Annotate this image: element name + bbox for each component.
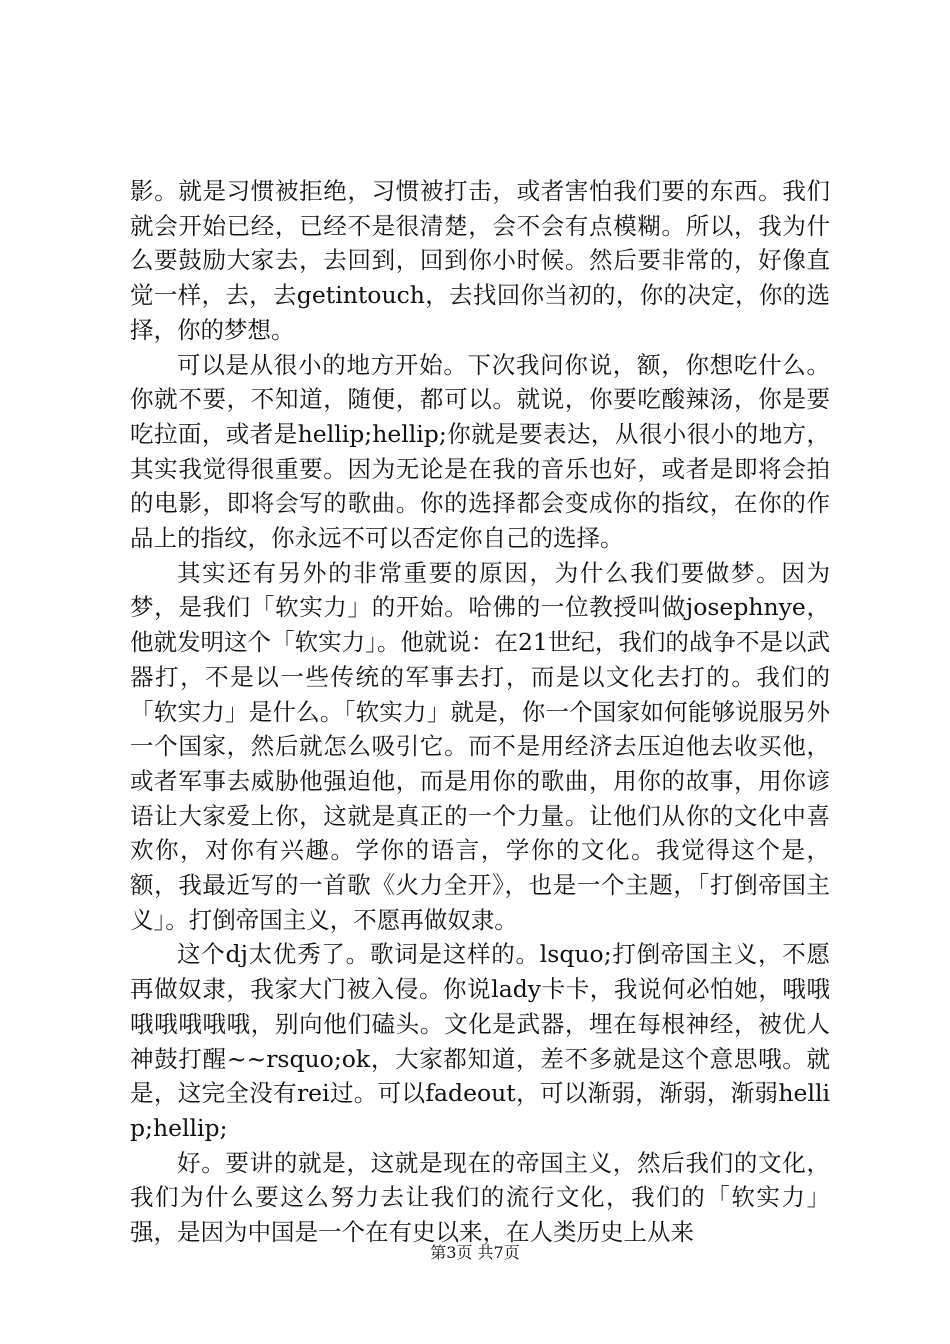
paragraph-3: 其实还有另外的非常重要的原因，为什么我们要做梦。因为梦，是我们「软实力」的开始。哈佛的一位教授叫做josephnye，他就发明这个「软实力」。他就说：在21世纪，我们的战争不是以武器打，不是以一些传统的军事去打，而是以文化去打的。我们的「软实力」是什么。「软实力」就是，你一个国家如何能够说服另外一个国家，然后就怎么吸引它。而不是用经济去压迫他去收买他，或者军事去威胁他强迫他，而是用你的歌曲，用你的故事，用你谚语让大家爱上你，这就是真正的一个力量。让他们从你的文化中喜欢你，对你有兴趣。学你的语言，学你的文化。我觉得这个是，额，我最近写的一首歌《火力全开》，也是一个主题，「打倒帝国主义」。打倒帝国主义，不愿再做奴隶。	[130, 558, 830, 934]
paragraph-1: 影。就是习惯被拒绝，习惯被打击，或者害怕我们要的东西。我们就会开始已经，已经不是很清楚，会不会有点模糊。所以，我为什么要鼓励大家去，去回到，回到你小时候。然后要非常的，好像直觉一样，去，去getintouch，去找回你当初的，你的决定，你的选择，你的梦想。	[130, 177, 830, 344]
paragraph-2: 可以是从很小的地方开始。下次我问你说，额，你想吃什么。你就不要，不知道，随便，都可以。就说，你要吃酸辣汤，你是要吃拉面，或者是hellip;hellip;你就是要表达，从很小很小的地方，其实我觉得很重要。因为无论是在我的音乐也好，或者是即将会拍的电影，即将会写的歌曲。你的选择都会变成你的指纹，在你的作品上的指纹，你永远不可以否定你自己的选择。	[130, 350, 830, 553]
document-body	[130, 174, 830, 1250]
paragraph-4: 这个dj太优秀了。歌词是这样的。lsquo;打倒帝国主义，不愿再做奴隶，我家大门被入侵。你说lady卡卡，我说何必怕她，哦哦哦哦哦哦哦，别向他们磕头。文化是武器，埋在每根神经，被优人神鼓打醒~~rsquo;ok，大家都知道，差不多就是这个意思哦。就是，这完全没有rei过。可以fadeout，可以渐弱，渐弱，渐弱hellip;hellip;	[130, 940, 830, 1142]
page-number-footer: 第3页 共7页	[430, 1243, 520, 1262]
paragraph-5: 好。要讲的就是，这就是现在的帝国主义，然后我们的文化，我们为什么要这么努力去让我们的流行文化，我们的「软实力」强，是因为中国是一个在有史以来，在人类历史上从来	[130, 1148, 830, 1247]
